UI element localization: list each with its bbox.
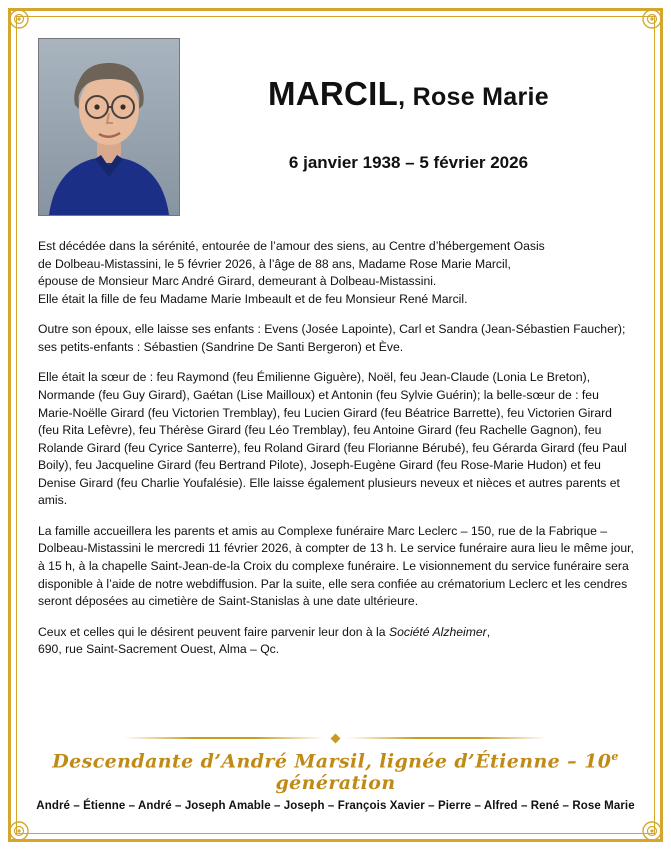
divider-diamond-icon — [331, 733, 341, 743]
paragraph-donations — [38, 624, 635, 659]
ancestor-list: André – Étienne – André – Joseph Amable – Joseph – François Xavier – Pierre – Alfred – René – Rose Marie — [36, 800, 635, 812]
corner-ornament-icon — [639, 6, 665, 32]
death-notice-line-4: Elle était la fille de feu Madame Marie Imbeault et de feu Monsieur René Marcil. — [38, 291, 468, 306]
name-and-dates — [186, 34, 641, 173]
lineage-text-start: Descendante d’André Marsil, lignée d’Étienne – 10 — [52, 750, 612, 772]
ornamental-divider — [30, 735, 641, 742]
donation-address: 690, rue Saint-Sacrement Ouest, Alma – Qc. — [38, 642, 280, 657]
obituary-body — [30, 238, 641, 659]
surname: MARCIL — [267, 75, 399, 112]
paragraph-funeral-details: La famille accueillera les parents et amis au Complexe funéraire Marc Leclerc – 150, rue de la Fabrique – Dolbeau-Mistassini le mercredi 11 février 2026, à compter de 13 h. Le service funéraire aura lieu le même jour, à 15 h, à la chapelle Saint-Jean-de-la Croix du complexe funéraire. Le visionnement du service funéraire sera disponible à l’aide de notre webdiffusion. Par la suite, elle sera confiée au crématorium Leclerc et les cendres seront déposées au cimetière de Saint-Stanislas à une date ultérieure. — [38, 523, 634, 609]
corner-ornament-icon — [6, 6, 32, 32]
donation-text-start: Ceux et celles qui le désirent peuvent faire parvenir leur don à la — [38, 624, 389, 639]
divider-line-right — [347, 737, 547, 739]
header-section — [30, 28, 641, 216]
divider-line-left — [124, 737, 324, 739]
paragraph-siblings: Elle était la sœur de : feu Raymond (feu Émilienne Giguère), Noël, feu Jean-Claude (Lonia Le Breton), Normande (feu Guy Girard), Gaétan (Lise Mailloux) et Antonin (feu Sylvie Guérin); la belle-sœur de : feu Marie-Noëlle Girard (feu Victorien Tremblay), feu Lucien Girard (feu Béatrice Barrette), feu Victorien Girard (feu Rita Lefèvre), feu Thérèse Girard (feu Léo Tremblay), feu Antoine Girard (feu Rachelle Gagnon), feu Rolande Girard (feu Cyrice Santerre), feu Roland Girard (feu Florianne Bérubé), feu Gérarda Girard (feu Paul Boily), feu Jacqueline Girard (feu Bertrand Pilote), Joseph-Eugène Girard (feu Rose-Marie Hudon) et feu Denise Girard (feu Charlie Youfalésie). Elle laisse également plusieurs neveux et nièces et autres parents et amis. — [38, 370, 627, 508]
lineage-ordinal: e — [611, 749, 619, 763]
death-notice-line-1: Est décédée dans la sérénité, entourée de l’amour des siens, au Centre d’hébergement Oasis — [38, 239, 545, 253]
paragraph-children: Outre son époux, elle laisse ses enfants : Evens (Josée Lapointe), Carl et Sandra (Jean-Sébastien Faucher); ses petits-enfants : Sébastien (Sandrine De Santi Bergeron) et Ève. — [38, 322, 626, 354]
death-notice-line-2: de Dolbeau-Mistassini, le 5 février 2026, à l’âge de 88 ans, Madame Rose Marie Marcil, — [38, 256, 511, 271]
donation-text-end: , — [486, 624, 491, 639]
donation-organization: Société Alzheimer — [388, 624, 487, 639]
corner-ornament-icon — [6, 818, 32, 844]
card-content — [30, 28, 641, 822]
lineage-title — [30, 750, 641, 794]
photo-container — [30, 34, 186, 216]
death-notice-line-3: épouse de Monsieur Marc André Girard, demeurant à Dolbeau-Mistassini. — [38, 274, 437, 289]
paragraph-death-notice — [38, 238, 635, 308]
corner-ornament-icon — [639, 818, 665, 844]
life-dates: 6 janvier 1938 – 5 février 2026 — [288, 152, 529, 172]
lineage-footer — [30, 735, 641, 812]
lineage-text-end: génération — [275, 772, 396, 794]
portrait-photo — [38, 38, 180, 216]
page-title — [186, 76, 631, 113]
given-name: , Rose Marie — [398, 83, 549, 111]
